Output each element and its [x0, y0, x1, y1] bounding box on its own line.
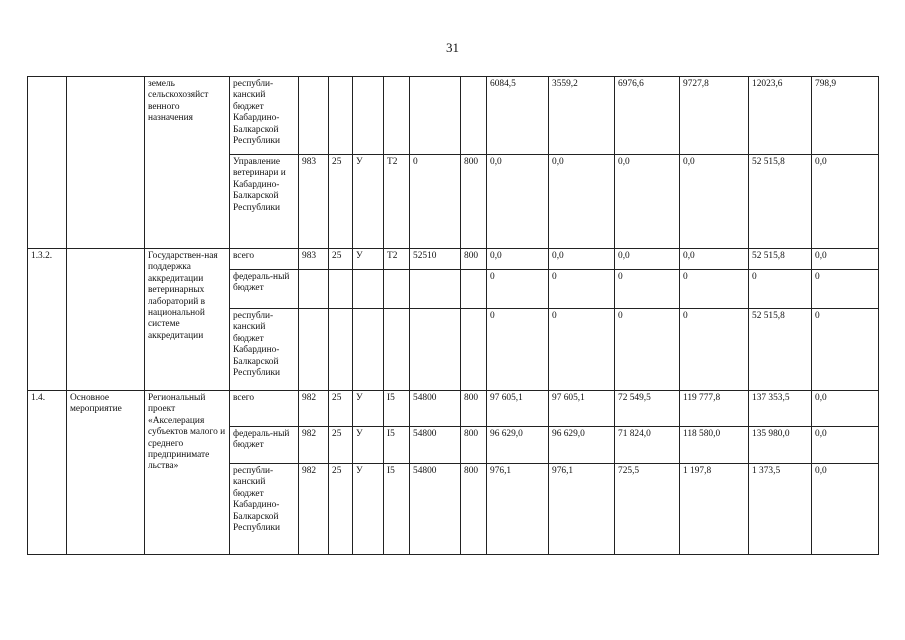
- table-cell: 0,0: [812, 464, 879, 555]
- table-cell: 0,0: [615, 249, 680, 270]
- table-cell: 0: [549, 309, 615, 391]
- table-cell: [384, 77, 410, 155]
- table-cell: республи-канский бюджет Кабардино-Балкарской Республики: [230, 77, 299, 155]
- table-cell: 0: [749, 270, 812, 309]
- table-cell: У: [353, 427, 384, 464]
- table-cell: 118 580,0: [680, 427, 749, 464]
- table-cell: [329, 270, 353, 309]
- table-cell: 97 605,1: [487, 391, 549, 427]
- table-cell: 0: [615, 309, 680, 391]
- table-cell: [410, 309, 461, 391]
- table-cell: 982: [299, 391, 329, 427]
- table-cell: 6084,5: [487, 77, 549, 155]
- table-cell: 0: [487, 309, 549, 391]
- table-cell: [329, 77, 353, 155]
- table-cell: [461, 309, 487, 391]
- table-cell: 25: [329, 391, 353, 427]
- table-cell: земель сельскохозяйст венного назначения: [145, 77, 230, 249]
- table-cell: 72 549,5: [615, 391, 680, 427]
- table-cell: 0: [680, 309, 749, 391]
- table-cell: 800: [461, 249, 487, 270]
- table-cell: [353, 309, 384, 391]
- table-cell: [67, 249, 145, 391]
- table-cell: 976,1: [549, 464, 615, 555]
- table-cell: [384, 270, 410, 309]
- table-cell: 0: [549, 270, 615, 309]
- table-cell: 52 515,8: [749, 309, 812, 391]
- table-cell: 25: [329, 427, 353, 464]
- table-cell: 0,0: [812, 427, 879, 464]
- table-cell: 52 515,8: [749, 155, 812, 249]
- table-cell: 982: [299, 464, 329, 555]
- table-cell: 800: [461, 464, 487, 555]
- table-row: [28, 77, 879, 155]
- budget-table: [27, 76, 879, 555]
- table-cell: У: [353, 391, 384, 427]
- table-cell: 725,5: [615, 464, 680, 555]
- table-cell: 9727,8: [680, 77, 749, 155]
- table-cell: Т2: [384, 249, 410, 270]
- table-cell: 0,0: [812, 155, 879, 249]
- table-cell: I5: [384, 427, 410, 464]
- table-cell: республи-канский бюджет Кабардино-Балкарской Республики: [230, 309, 299, 391]
- table-cell: 800: [461, 391, 487, 427]
- table-cell: [67, 77, 145, 249]
- table-cell: федераль-ный бюджет: [230, 427, 299, 464]
- table-cell: 54800: [410, 427, 461, 464]
- table-cell: 0: [615, 270, 680, 309]
- table-cell: всего: [230, 249, 299, 270]
- table-cell: 135 980,0: [749, 427, 812, 464]
- page-number: 31: [446, 40, 459, 55]
- table-cell: 52 515,8: [749, 249, 812, 270]
- table-cell: У: [353, 249, 384, 270]
- table-cell: 25: [329, 249, 353, 270]
- table-cell: [299, 77, 329, 155]
- table-cell: 798,9: [812, 77, 879, 155]
- table-row: [28, 249, 879, 270]
- table-cell: Государствен-ная поддержка аккредитации ветеринарных лабораторий в национальной системе аккредитации: [145, 249, 230, 391]
- table-cell: I5: [384, 391, 410, 427]
- table-cell: 25: [329, 155, 353, 249]
- table-cell: Региональный проект «Акселерация субъектов малого и среднего предпринимате льства»: [145, 391, 230, 555]
- table-cell: 0,0: [812, 249, 879, 270]
- table-cell: 6976,6: [615, 77, 680, 155]
- table-cell: 54800: [410, 464, 461, 555]
- table-cell: 0,0: [680, 249, 749, 270]
- table-cell: 3559,2: [549, 77, 615, 155]
- table-cell: 0,0: [615, 155, 680, 249]
- table-cell: [353, 77, 384, 155]
- table-cell: 1.3.2.: [28, 249, 67, 391]
- table-cell: У: [353, 464, 384, 555]
- table-cell: [299, 270, 329, 309]
- table-cell: I5: [384, 464, 410, 555]
- table-cell: федераль-ный бюджет: [230, 270, 299, 309]
- table-cell: 800: [461, 155, 487, 249]
- table-cell: 12023,6: [749, 77, 812, 155]
- table-cell: республи-канский бюджет Кабардино-Балкарской Республики: [230, 464, 299, 555]
- table-cell: [410, 270, 461, 309]
- table-cell: [28, 77, 67, 249]
- table-cell: всего: [230, 391, 299, 427]
- table-cell: 0,0: [549, 155, 615, 249]
- table-cell: Основное мероприятие: [67, 391, 145, 555]
- table-cell: 0: [410, 155, 461, 249]
- table-cell: 96 629,0: [549, 427, 615, 464]
- table-cell: 0: [812, 309, 879, 391]
- table-cell: У: [353, 155, 384, 249]
- table-cell: [299, 309, 329, 391]
- table-cell: [461, 270, 487, 309]
- table-body: [28, 77, 879, 555]
- table-cell: 0: [487, 270, 549, 309]
- table-cell: 0,0: [487, 155, 549, 249]
- table-cell: 0,0: [549, 249, 615, 270]
- table-cell: Управление ветеринари и Кабардино-Балкарской Республики: [230, 155, 299, 249]
- table-cell: 1 373,5: [749, 464, 812, 555]
- table-cell: 1 197,8: [680, 464, 749, 555]
- table-cell: [329, 309, 353, 391]
- table-cell: 96 629,0: [487, 427, 549, 464]
- table-cell: 0,0: [812, 391, 879, 427]
- table-cell: 983: [299, 249, 329, 270]
- table-cell: 983: [299, 155, 329, 249]
- table-cell: 982: [299, 427, 329, 464]
- table-cell: 976,1: [487, 464, 549, 555]
- table-cell: 800: [461, 427, 487, 464]
- table-cell: 25: [329, 464, 353, 555]
- table-cell: [461, 77, 487, 155]
- table-cell: 137 353,5: [749, 391, 812, 427]
- table-cell: 54800: [410, 391, 461, 427]
- table-cell: 119 777,8: [680, 391, 749, 427]
- table-cell: 0,0: [487, 249, 549, 270]
- table-cell: 52510: [410, 249, 461, 270]
- table-cell: 97 605,1: [549, 391, 615, 427]
- table-cell: [384, 309, 410, 391]
- table-cell: 71 824,0: [615, 427, 680, 464]
- table-row: [28, 391, 879, 427]
- table-cell: 0: [680, 270, 749, 309]
- table-cell: 1.4.: [28, 391, 67, 555]
- table-cell: [410, 77, 461, 155]
- table-cell: 0: [812, 270, 879, 309]
- table-cell: Т2: [384, 155, 410, 249]
- table-cell: 0,0: [680, 155, 749, 249]
- table-cell: [353, 270, 384, 309]
